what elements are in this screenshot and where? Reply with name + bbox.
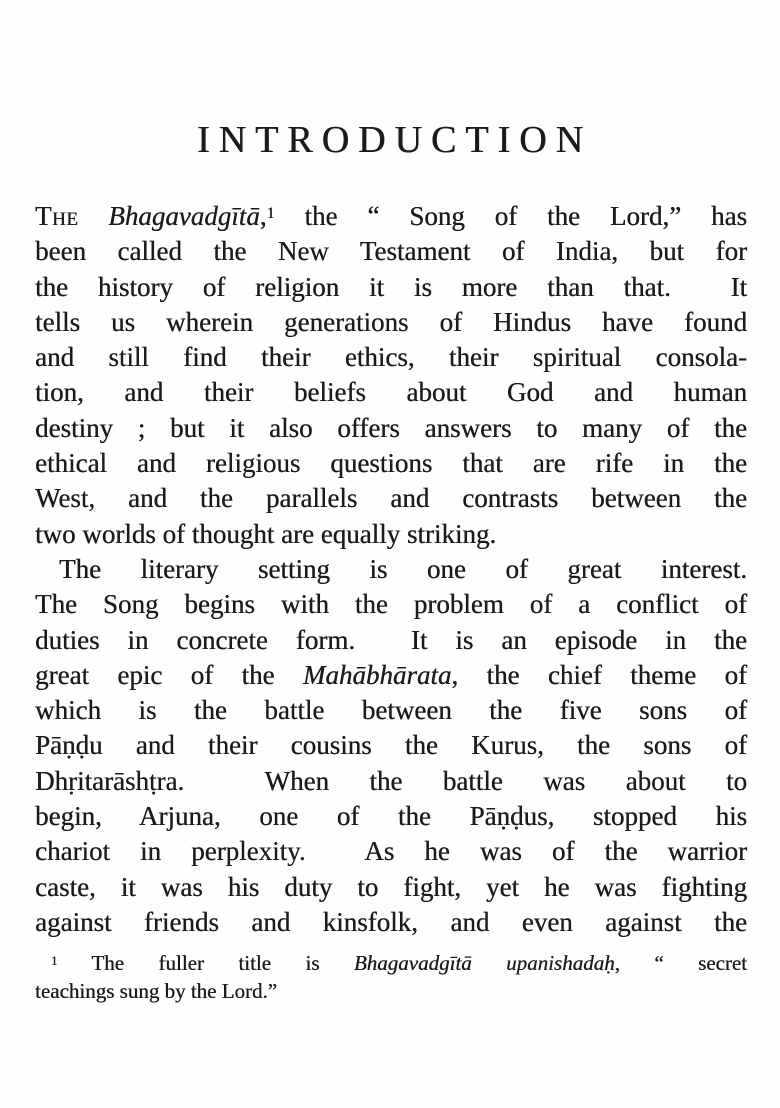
text-segment: been called the New Testament of India, but for <box>35 236 747 267</box>
paragraph <box>35 199 747 552</box>
text-segment: which is the battle between the five sons of <box>35 695 747 726</box>
text-line <box>35 834 747 869</box>
text-line <box>35 764 747 799</box>
text-segment: caste, it was his duty to fight, yet he was fighting <box>35 871 747 902</box>
text-line <box>35 693 747 728</box>
text-line <box>35 905 747 940</box>
text-segment: destiny ; but it also offers answers to many of the <box>35 412 747 443</box>
text-line <box>35 799 747 834</box>
text-line <box>35 517 747 552</box>
text-segment: begin, Arjuna, one of the Pāṇḍus, stopped his <box>35 801 747 832</box>
text-line <box>35 870 747 905</box>
text-segment: Bhagavadgītā <box>108 201 260 231</box>
text-segment: great epic of the <box>35 659 303 690</box>
body-text <box>35 199 747 940</box>
text-segment: tion, and their beliefs about God and human <box>35 377 747 408</box>
text-segment: Dhṛitarāshṭra. When the battle was about to <box>35 765 747 796</box>
text-segment: West, and the parallels and contrasts between the <box>35 483 747 514</box>
text-line <box>35 658 747 693</box>
text-segment: Pāṇḍu and their cousins the Kurus, the sons of <box>35 730 747 761</box>
text-segment: teachings sung by the Lord.” <box>35 979 278 1004</box>
text-line <box>35 728 747 763</box>
footnote-line <box>35 949 747 977</box>
text-segment: tells us wherein generations of Hindus have found <box>35 306 747 337</box>
text-line <box>35 481 747 516</box>
text-segment: The fuller title is <box>57 951 354 976</box>
text-line <box>35 623 747 658</box>
text-line <box>35 375 747 410</box>
footnote-line <box>35 977 747 1005</box>
text-segment: duties in concrete form. It is an episode in the <box>35 624 747 655</box>
text-segment: , “ secret <box>614 951 747 976</box>
text-segment: The Song begins with the problem of a conflict of <box>35 589 747 620</box>
footnote-marker: 1 <box>266 203 275 222</box>
text-segment: Mahābhārata <box>302 659 452 690</box>
chapter-heading: INTRODUCTION <box>196 119 593 161</box>
text-segment <box>78 201 108 231</box>
text-segment: two worlds of thought are equally striking. <box>35 518 497 549</box>
text-line <box>35 234 747 269</box>
text-line <box>35 446 747 481</box>
text-line <box>35 552 747 587</box>
text-segment: The <box>35 201 79 231</box>
text-segment: The literary setting is one of great interest. <box>59 553 747 584</box>
text-segment: against friends and kinsfolk, and even against the <box>35 906 747 937</box>
text-segment: the “ Song of the Lord,” has <box>274 201 748 231</box>
text-line <box>35 305 747 340</box>
text-line <box>35 340 747 375</box>
text-segment: chariot in perplexity. As he was of the warrior <box>35 836 747 867</box>
text-segment: , <box>259 201 267 231</box>
text-line <box>35 270 747 305</box>
text-segment: , the chief theme of <box>451 659 747 690</box>
text-segment: and still find their ethics, their spiritual consola- <box>35 342 747 373</box>
text-segment: Bhagavadgītā upanishadaḥ <box>353 951 615 976</box>
text-line <box>35 587 747 622</box>
text-line <box>35 199 747 234</box>
footnote-marker: 1 <box>51 953 58 968</box>
paragraph <box>35 552 747 940</box>
footnote <box>35 949 747 1005</box>
text-segment: the history of religion it is more than that. It <box>35 271 747 302</box>
text-segment: ethical and religious questions that are rife in the <box>35 448 747 479</box>
text-line <box>35 411 747 446</box>
